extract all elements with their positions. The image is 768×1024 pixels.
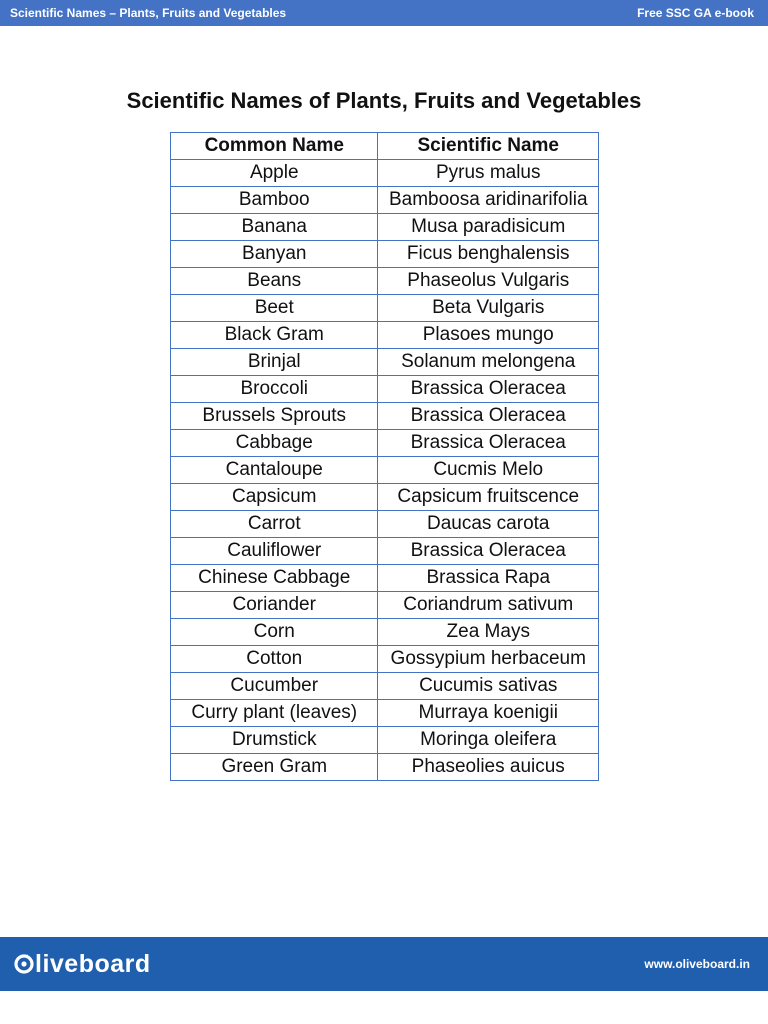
table-row: [171, 349, 599, 376]
common-name-cell: Bamboo: [171, 187, 378, 214]
scientific-name-cell: Brassica Oleracea: [378, 430, 599, 457]
header-left-text: Scientific Names – Plants, Fruits and Vegetables: [10, 6, 287, 20]
scientific-name-cell: Bamboosa aridinarifolia: [378, 187, 599, 214]
common-name-cell: Corn: [171, 619, 378, 646]
scientific-name-cell: Brassica Rapa: [378, 565, 599, 592]
common-name-cell: Beet: [171, 295, 378, 322]
column-header-common-name: Common Name: [171, 133, 378, 160]
table-row: [171, 673, 599, 700]
scientific-name-cell: Beta Vulgaris: [378, 295, 599, 322]
table-row: [171, 511, 599, 538]
common-name-cell: Chinese Cabbage: [171, 565, 378, 592]
common-name-cell: Banyan: [171, 241, 378, 268]
page-title: Scientific Names of Plants, Fruits and Vegetables: [126, 88, 642, 113]
scientific-name-cell: Brassica Oleracea: [378, 403, 599, 430]
scientific-name-cell: Phaseolies auicus: [378, 754, 599, 781]
common-name-cell: Green Gram: [171, 754, 378, 781]
scientific-name-cell: Moringa oleifera: [378, 727, 599, 754]
scientific-name-cell: Cucmis Melo: [378, 457, 599, 484]
table-row: [171, 322, 599, 349]
scientific-name-cell: Plasoes mungo: [378, 322, 599, 349]
common-name-cell: Cantaloupe: [171, 457, 378, 484]
footer-bar: [0, 937, 768, 991]
table-row: [171, 565, 599, 592]
scientific-name-cell: Ficus benghalensis: [378, 241, 599, 268]
scientific-name-cell: Musa paradisicum: [378, 214, 599, 241]
common-name-cell: Banana: [171, 214, 378, 241]
oliveboard-logo[interactable]: [14, 950, 151, 979]
table-row: [171, 457, 599, 484]
header-right-text: Free SSC GA e-book: [637, 6, 754, 20]
common-name-cell: Carrot: [171, 511, 378, 538]
common-name-cell: Black Gram: [171, 322, 378, 349]
table-row: [171, 538, 599, 565]
scientific-name-cell: Gossypium herbaceum: [378, 646, 599, 673]
scientific-name-cell: Brassica Oleracea: [378, 538, 599, 565]
table-row: [171, 646, 599, 673]
common-name-cell: Cotton: [171, 646, 378, 673]
table-row: [171, 592, 599, 619]
scientific-name-cell: Zea Mays: [378, 619, 599, 646]
common-name-cell: Cucumber: [171, 673, 378, 700]
table-row: [171, 160, 599, 187]
table-row: [171, 430, 599, 457]
common-name-cell: Coriander: [171, 592, 378, 619]
table-row: [171, 376, 599, 403]
common-name-cell: Curry plant (leaves): [171, 700, 378, 727]
scientific-name-cell: Pyrus malus: [378, 160, 599, 187]
scientific-name-cell: Brassica Oleracea: [378, 376, 599, 403]
common-name-cell: Cabbage: [171, 430, 378, 457]
scientific-name-cell: Murraya koenigii: [378, 700, 599, 727]
scientific-name-cell: Solanum melongena: [378, 349, 599, 376]
table-row: [171, 295, 599, 322]
table-row: [171, 727, 599, 754]
scientific-name-cell: Cucumis sativas: [378, 673, 599, 700]
scientific-name-cell: Phaseolus Vulgaris: [378, 268, 599, 295]
table-row: [171, 187, 599, 214]
logo-text: liveboard: [35, 949, 151, 978]
common-name-cell: Broccoli: [171, 376, 378, 403]
table-header-row: [171, 133, 599, 160]
scientific-name-cell: Daucas carota: [378, 511, 599, 538]
table-row: [171, 700, 599, 727]
common-name-cell: Drumstick: [171, 727, 378, 754]
column-header-scientific-name: Scientific Name: [378, 133, 599, 160]
table-row: [171, 754, 599, 781]
header-bar: [0, 0, 768, 26]
table-row: [171, 241, 599, 268]
table-row: [171, 268, 599, 295]
table-body: [171, 160, 599, 781]
common-name-cell: Brinjal: [171, 349, 378, 376]
website-link[interactable]: www.oliveboard.in: [644, 957, 750, 971]
scientific-name-cell: Coriandrum sativum: [378, 592, 599, 619]
table-row: [171, 214, 599, 241]
common-name-cell: Capsicum: [171, 484, 378, 511]
common-name-cell: Beans: [171, 268, 378, 295]
scientific-name-cell: Capsicum fruitscence: [378, 484, 599, 511]
common-name-cell: Cauliflower: [171, 538, 378, 565]
scientific-names-table: [170, 132, 599, 781]
common-name-cell: Apple: [171, 160, 378, 187]
oliveboard-o-logo-icon: [14, 954, 34, 974]
table-row: [171, 484, 599, 511]
table-row: [171, 619, 599, 646]
common-name-cell: Brussels Sprouts: [171, 403, 378, 430]
table-row: [171, 403, 599, 430]
